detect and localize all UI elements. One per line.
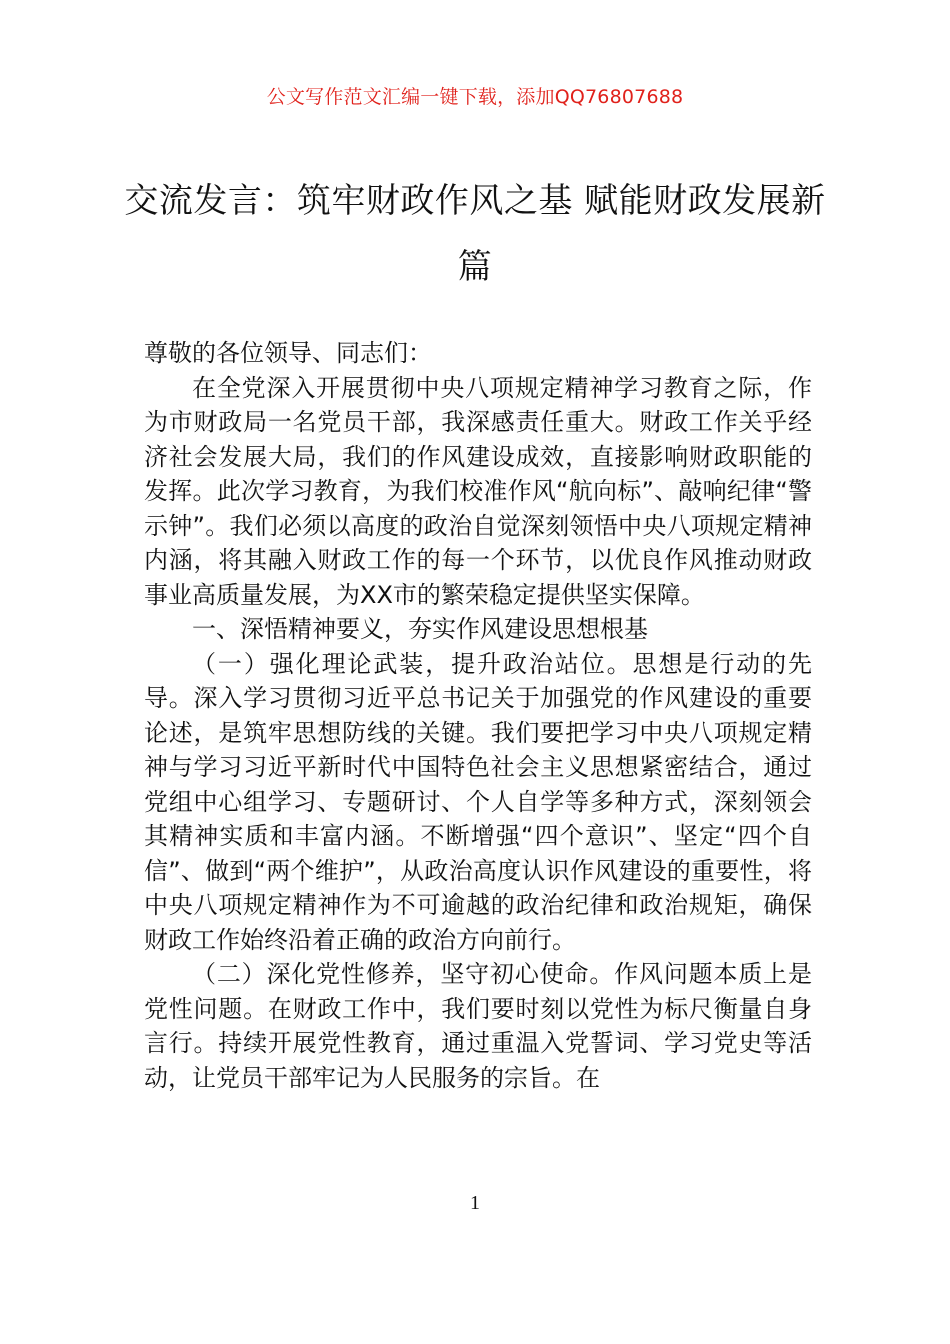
download-banner: 公文写作范文汇编一键下载，添加QQ76807688 [266,86,684,108]
salutation: 尊敬的各位领导、同志们： [144,339,432,367]
section-heading-1: 一、深悟精神要义，夯实作风建设思想根基 [192,615,648,643]
paragraph-subsection-2: （二）深化党性修养，坚守初心使命。作风问题本质上是党性问题。在财政工作中，我们要时刻以党性为标尺衡量自身言行。持续开展党性教育，通过重温入党誓词、学习党史等活动，让党员干部牢记为人民服务的宗旨。在 [144,960,812,1092]
document-body [144,336,812,1095]
document-title: 交流发言：筑牢财政作风之基 赋能财政发展新篇 [124,181,826,287]
paragraph-intro: 在全党深入开展贯彻中央八项规定精神学习教育之际，作为市财政局一名党员干部，我深感责任重大。财政工作关乎经济社会发展大局，我们的作风建设成效，直接影响财政职能的发挥。此次学习教育，为我们校准作风“航向标”、敲响纪律“警示钟”。我们必须以高度的政治自觉深刻领悟中央八项规定精神内涵，将其融入财政工作的每一个环节，以优良作风推动财政事业高质量发展，为XX市的繁荣稳定提供坚实保障。 [144,373,812,609]
page-number: 1 [470,1192,480,1214]
paragraph-subsection-1: （一）强化理论武装，提升政治站位。思想是行动的先导。深入学习贯彻习近平总书记关于加强党的作风建设的重要论述，是筑牢思想防线的关键。我们要把学习中央八项规定精神与学习习近平新时代中国特色社会主义思想紧密结合，通过党组中心组学习、专题研讨、个人自学等多种方式，深刻领会其精神实质和丰富内涵。不断增强“四个意识”、坚定“四个自信”、做到“两个维护”，从政治高度认识作风建设的重要性，将中央八项规定精神作为不可逾越的政治纪律和政治规矩，确保财政工作始终沿着正确的政治方向前行。 [144,649,812,954]
